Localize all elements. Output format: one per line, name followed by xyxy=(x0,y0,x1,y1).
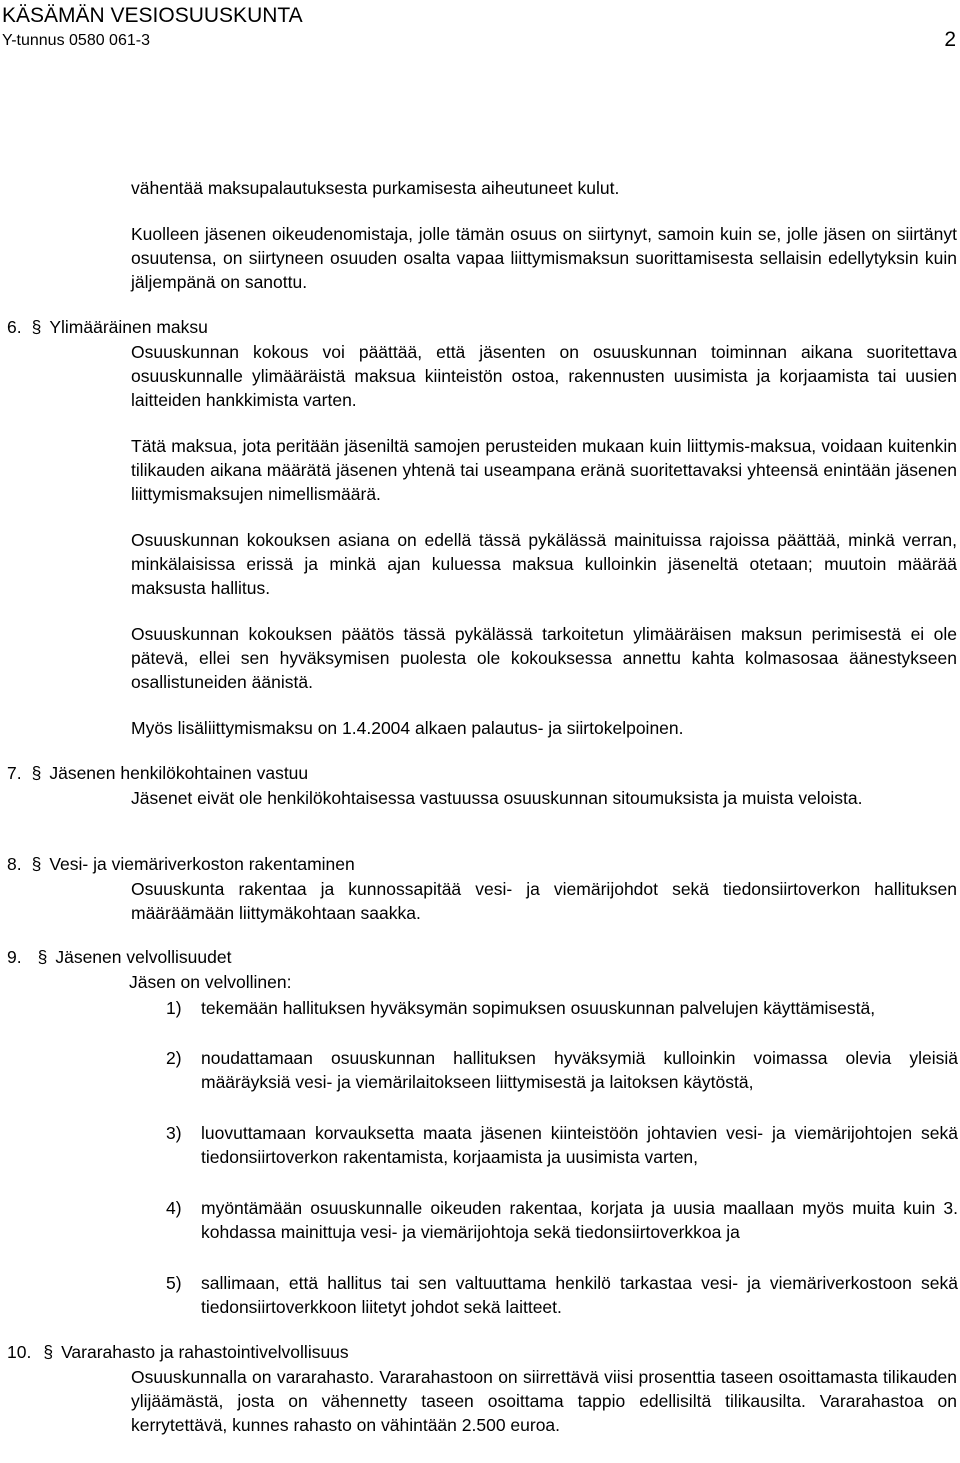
section-number: 10. xyxy=(7,1342,32,1362)
list-item xyxy=(166,1196,958,1244)
list-item-text: noudattamaan osuuskunnan hallituksen hyväksymiä kulloinkin voimassa olevia yleisiä määräyksiä vesi- ja viemärilaitokseen liittymisestä ja laitoksen käytöstä, xyxy=(201,1048,958,1093)
list-item-text: myöntämään osuuskunnalle oikeuden rakentaa, korjata ja uusia maallaan myös muita kuin 3. kohdassa mainittuja vesi- ja viemärijohtoja sekä tiedonsiirtoverkkoa ja xyxy=(201,1198,958,1243)
section-6-paragraph-3: Osuuskunnan kokouksen asiana on edellä tässä pykälässä mainituissa rajoissa päättää, minkä verran, minkälaisissa erissä ja minkä ajan kuluessa maksua kulloinkin jäseneltä otetaan; muutoin määrää maksusta hallitus. xyxy=(131,530,957,599)
section-9-heading xyxy=(7,945,231,969)
section-7-heading xyxy=(7,761,308,785)
section-9-lead: Jäsen on velvollinen: xyxy=(129,972,292,992)
section-10-heading xyxy=(7,1340,349,1364)
page-number: 2 xyxy=(944,28,956,51)
list-item xyxy=(166,1121,958,1169)
section-sign-icon: § xyxy=(43,1342,54,1362)
section-sign-icon: § xyxy=(31,763,42,783)
section-8-paragraph-1: Osuuskunta rakentaa ja kunnossapitää vesi- ja viemärijohdot sekä tiedonsiirtoverkon hallituksen määräämään liittymäkohtaan saakka. xyxy=(131,879,957,924)
section-6-paragraph-2: Tätä maksua, jota peritään jäseniltä samojen perusteiden mukaan kuin liittymis-maksua, voidaan kuitenkin tilikauden aikana määrätä jäsenen yhtenä tai useampana eränä suoritettavaksi yhteensä enintään jäsenen liittymismaksujen nimellismäärä. xyxy=(131,436,957,505)
list-item-text: tekemään hallituksen hyväksymän sopimuksen osuuskunnan palvelujen käyttämisestä, xyxy=(201,998,876,1018)
list-item-number: 1) xyxy=(166,998,182,1018)
section-title: Jäsenen henkilökohtainen vastuu xyxy=(49,763,309,783)
list-item xyxy=(166,996,958,1020)
section-sign-icon: § xyxy=(31,854,42,874)
section-number: 8. xyxy=(7,854,22,874)
section-6-paragraph-4: Osuuskunnan kokouksen päätös tässä pykälässä tarkoitetun ylimääräisen maksun perimisestä ei ole pätevä, ellei sen hyväksymisen puolesta ole kokouksessa annettu kahta kolmasosaa äänestykseen osallistuneiden äänistä. xyxy=(131,624,957,693)
list-item-text: sallimaan, että hallitus tai sen valtuuttama henkilö tarkastaa vesi- ja viemäriverkostoon sekä tiedonsiirtoverkkoon liitetyt johdot sekä laitteet. xyxy=(201,1273,958,1318)
business-id: Y-tunnus 0580 061-3 xyxy=(2,32,150,49)
section-title: Ylimääräinen maksu xyxy=(49,317,208,337)
section-number: 6. xyxy=(7,317,22,337)
section-10-paragraph-1: Osuuskunnalla on vararahasto. Vararahastoon on siirrettävä viisi prosenttia taseen osoittamasta tilikauden ylijäämästä, josta on vähennetty taseen osoittama tappio edellisiltä tilikausilta. Vararahastoa on kerrytettävä, kunnes rahasto on vähintään 2.500 euroa. xyxy=(131,1367,957,1436)
section-number: 7. xyxy=(7,763,22,783)
section-6-paragraph-5: Myös lisäliittymismaksu on 1.4.2004 alkaen palautus- ja siirtokelpoinen. xyxy=(131,718,684,738)
intro-paragraph-1: vähentää maksupalautuksesta purkamisesta aiheutuneet kulut. xyxy=(131,178,620,198)
list-item-text: luovuttamaan korvauksetta maata jäsenen kiinteistöön johtavien vesi- ja viemärijohtojen sekä tiedonsiirtoverkon rakentamista, korjaamista ja uusimista varten, xyxy=(201,1123,958,1168)
list-item-number: 4) xyxy=(166,1198,182,1218)
section-6-heading xyxy=(7,315,208,339)
section-sign-icon: § xyxy=(31,317,42,337)
list-item xyxy=(166,1046,958,1094)
list-item-number: 3) xyxy=(166,1123,182,1143)
section-7-paragraph-1: Jäsenet eivät ole henkilökohtaisessa vastuussa osuuskunnan sitoumuksista ja muista veloista. xyxy=(131,788,863,808)
section-6-paragraph-1: Osuuskunnan kokous voi päättää, että jäsenten on osuuskunnan toiminnan aikana suoritettava osuuskunnalle ylimääräistä maksua kiinteistön ostoa, rakennusten uusimista ja korjaamista tai uusien laitteiden hankkimista varten. xyxy=(131,342,957,411)
section-sign-icon: § xyxy=(37,947,48,967)
list-item-number: 2) xyxy=(166,1048,182,1068)
section-title: Jäsenen velvollisuudet xyxy=(55,947,232,967)
list-item-number: 5) xyxy=(166,1273,182,1293)
section-title: Vararahasto ja rahastointivelvollisuus xyxy=(61,1342,349,1362)
list-item xyxy=(166,1271,958,1319)
intro-paragraph-2: Kuolleen jäsenen oikeudenomistaja, jolle tämän osuus on siirtynyt, samoin kuin se, jolle jäsen on siirtänyt osuutensa, on siirtyneen osuuden osalta vapaa liittymismaksun suorittamisesta sellaisin edellytyksin kuin jäljempänä on sanottu. xyxy=(131,224,957,293)
section-8-heading xyxy=(7,852,355,876)
organization-name: KÄSÄMÄN VESIOSUUSKUNTA xyxy=(2,4,303,27)
section-number: 9. xyxy=(7,947,22,967)
section-title: Vesi- ja viemäriverkoston rakentaminen xyxy=(49,854,355,874)
